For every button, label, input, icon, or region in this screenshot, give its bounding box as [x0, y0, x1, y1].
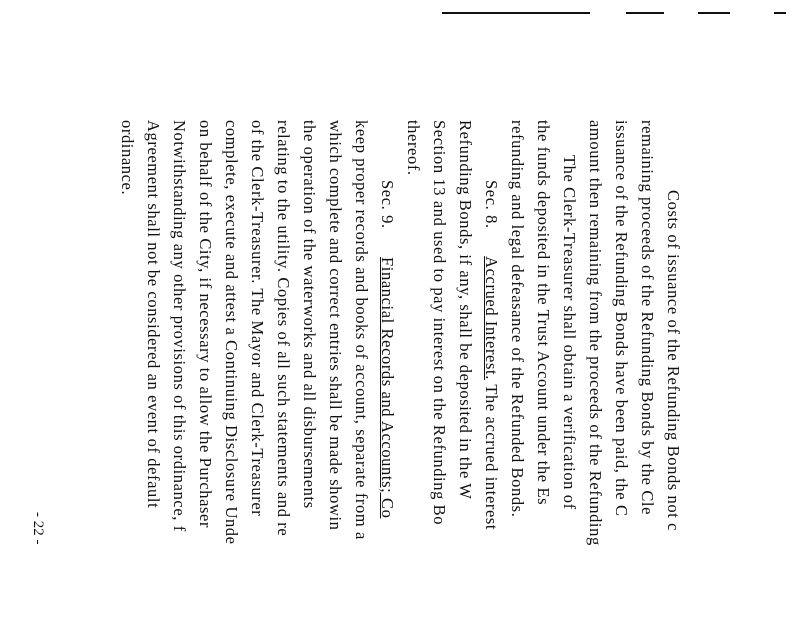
text-line: relating to the utility. Copies of all such statements and re	[274, 120, 293, 537]
document-body	[86, 120, 686, 618]
text-line: Refunding Bonds, if any, shall be deposited in the W	[456, 120, 475, 500]
text-line: the funds deposited in the Trust Account under the Es	[534, 120, 553, 506]
text-line: amount then remaining from the proceeds of the Refunding	[586, 120, 605, 546]
text-line: issuance of the Refunding Bonds have been paid, the C	[612, 120, 631, 517]
text-line: Section 13 and used to pay interest on the Refunding Bo	[430, 120, 449, 526]
page-number: - 22 -	[30, 512, 46, 545]
header-rule	[442, 12, 590, 14]
text-line: the operation of the waterworks and all disbursements	[300, 120, 319, 509]
text-line: The Clerk-Treasurer shall obtain a verification of	[560, 155, 579, 510]
text-line: thereof.	[404, 120, 423, 176]
text-line: ordinance.	[118, 120, 137, 196]
text-line: Agreement shall not be considered an event of default	[144, 120, 163, 509]
header-rule	[698, 12, 730, 14]
text-line: refunding and legal defeasance of the Refunded Bonds.	[508, 120, 527, 518]
text-line: keep proper records and books of account, separate from a	[352, 120, 371, 540]
text-line: Notwithstanding any other provisions of this ordinance, f	[170, 120, 189, 532]
text-line: Costs of issuance of the Refunding Bonds not c	[664, 190, 683, 532]
section-9-heading: Sec. 9. Financial Records and Accounts; Co	[378, 180, 397, 519]
text-line: which complete and correct entries shall be made showin	[326, 120, 345, 531]
section-8-heading: Sec. 8. Accrued Interest. The accrued interest	[482, 180, 501, 531]
header-rule	[626, 12, 664, 14]
text-line: of the Clerk-Treasurer. The Mayor and Clerk-Treasurer	[248, 120, 267, 517]
text-line: on behalf of the City, if necessary to allow the Purchaser	[196, 120, 215, 529]
text-line: complete, execute and attest a Continuing Disclosure Unde	[222, 120, 241, 545]
header-rule	[774, 12, 786, 14]
text-line: remaining proceeds of the Refunding Bonds by the Cle	[638, 120, 657, 516]
